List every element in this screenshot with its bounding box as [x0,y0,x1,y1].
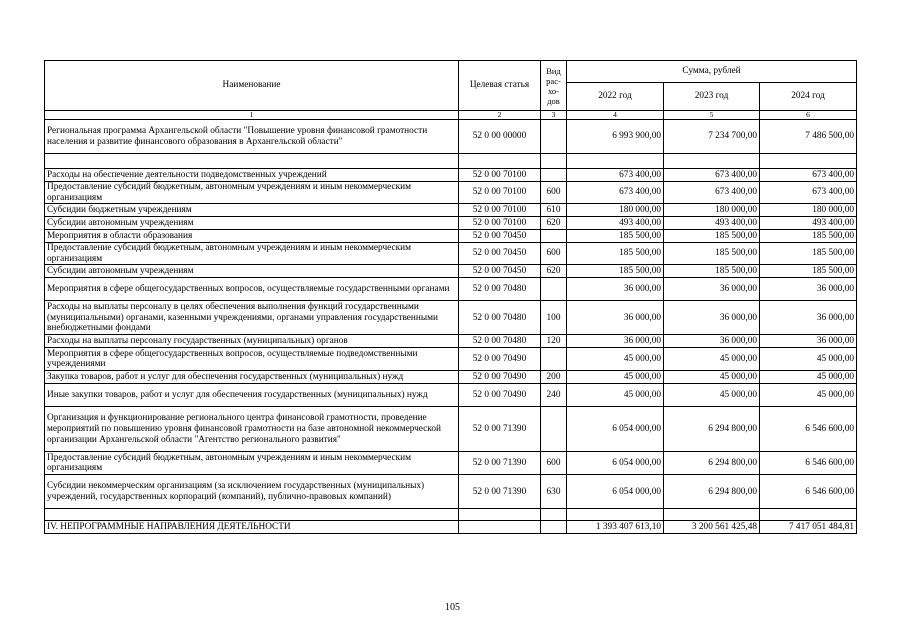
row-expense-type: 200 [541,371,567,384]
row-target-article: 52 0 00 71390 [459,407,541,452]
row-target-article: 52 0 00 70100 [459,182,541,204]
row-expense-type: 240 [541,384,567,407]
row-amount-2022: 673 400,00 [567,182,664,204]
row-amount-2024: 45 000,00 [760,348,857,371]
row-amount-2024: 45 000,00 [760,371,857,384]
row-amount-2023: 36 000,00 [664,301,760,335]
row-amount-2022: 36 000,00 [567,278,664,301]
row-target-article: 52 0 00 00000 [459,120,541,154]
row-amount-2022: 185 500,00 [567,230,664,243]
empty-cell [459,154,541,169]
row-name: Закупка товаров, работ и услуг для обеспечения государственных (муниципальных) нужд [45,371,459,384]
row-target-article: 52 0 00 70490 [459,384,541,407]
col-number: 5 [664,111,760,120]
row-amount-2022: 673 400,00 [567,169,664,182]
row-amount-2023: 36 000,00 [664,335,760,348]
row-name: Предоставление субсидий бюджетным, автономным учреждениям и иным некоммерческим организациям [45,243,459,265]
row-amount-2024: 185 500,00 [760,265,857,278]
row-amount-2022: 6 054 000,00 [567,407,664,452]
header-year-2023: 2023 год [664,83,760,111]
row-amount-2023: 45 000,00 [664,371,760,384]
row-name: IV. НЕПРОГРАММНЫЕ НАПРАВЛЕНИЯ ДЕЯТЕЛЬНОСТИ [45,521,459,534]
row-expense-type: 620 [541,217,567,230]
row-amount-2023: 673 400,00 [664,182,760,204]
row-expense-type: 100 [541,301,567,335]
table-row [45,217,857,230]
row-amount-2022: 6 054 000,00 [567,452,664,475]
row-amount-2023: 3 200 561 425,48 [664,521,760,534]
empty-cell [459,509,541,521]
table-row [45,120,857,154]
col-number: 1 [45,111,459,120]
row-target-article: 52 0 00 70490 [459,371,541,384]
table-row [45,204,857,217]
row-target-article: 52 0 00 70490 [459,348,541,371]
row-amount-2022: 180 000,00 [567,204,664,217]
spacer-row [45,154,857,169]
row-amount-2022: 45 000,00 [567,348,664,371]
table-row [45,371,857,384]
row-target-article: 52 0 00 70450 [459,230,541,243]
row-expense-type [541,169,567,182]
row-name: Предоставление субсидий бюджетным, автономным учреждениям и иным некоммерческим организациям [45,182,459,204]
table-row [45,348,857,371]
empty-cell [664,154,760,169]
row-amount-2023: 36 000,00 [664,278,760,301]
row-expense-type [541,521,567,534]
table-row [45,384,857,407]
table-row [45,301,857,335]
row-amount-2023: 6 294 800,00 [664,407,760,452]
row-amount-2024: 36 000,00 [760,335,857,348]
row-expense-type: 600 [541,243,567,265]
page-number: 105 [445,602,460,613]
table-row [45,265,857,278]
row-name: Расходы на выплаты персоналу в целях обеспечения выполнения функций государственными (муниципальными) органами, казенными учреждениями, органами управления государственными внебюджетными фондами [45,301,459,335]
row-amount-2024: 673 400,00 [760,182,857,204]
row-amount-2024: 7 486 500,00 [760,120,857,154]
row-amount-2022: 36 000,00 [567,335,664,348]
row-amount-2023: 185 500,00 [664,230,760,243]
row-amount-2023: 7 234 700,00 [664,120,760,154]
row-expense-type: 610 [541,204,567,217]
row-amount-2023: 180 000,00 [664,204,760,217]
row-expense-type: 620 [541,265,567,278]
row-expense-type: 630 [541,475,567,509]
row-amount-2022: 185 500,00 [567,243,664,265]
row-amount-2023: 185 500,00 [664,243,760,265]
row-name: Мероприятия в сфере общегосударственных вопросов, осуществляемые подведомственными учреждениями [45,348,459,371]
empty-cell [760,154,857,169]
row-target-article: 52 0 00 70100 [459,169,541,182]
row-amount-2024: 493 400,00 [760,217,857,230]
row-target-article: 52 0 00 70100 [459,204,541,217]
table-row [45,243,857,265]
budget-table [44,60,857,534]
table-row [45,407,857,452]
table-row [45,230,857,243]
col-number: 4 [567,111,664,120]
row-name: Мероприятия в области образования [45,230,459,243]
header-year-2024: 2024 год [760,83,857,111]
row-amount-2022: 1 393 407 613,10 [567,521,664,534]
row-name: Субсидии автономным учреждениям [45,265,459,278]
row-amount-2023: 673 400,00 [664,169,760,182]
row-expense-type: 600 [541,182,567,204]
empty-cell [541,509,567,521]
row-amount-2024: 6 546 600,00 [760,407,857,452]
header-name: Наименование [45,61,459,111]
row-name: Субсидии автономным учреждениям [45,217,459,230]
table-row [45,521,857,534]
empty-cell [45,154,459,169]
header-year-2022: 2022 год [567,83,664,111]
row-target-article: 52 0 00 71390 [459,475,541,509]
table-row [45,278,857,301]
row-amount-2024: 6 546 600,00 [760,475,857,509]
table-row [45,452,857,475]
row-amount-2024: 673 400,00 [760,169,857,182]
row-name: Субсидии некоммерческим организациям (за исключением государственных (муниципальных) учреждений, государственных корпораций (компаний), публично-правовых компаний) [45,475,459,509]
row-amount-2024: 6 546 600,00 [760,452,857,475]
row-target-article: 52 0 00 70100 [459,217,541,230]
row-expense-type [541,348,567,371]
row-amount-2024: 180 000,00 [760,204,857,217]
row-expense-type [541,230,567,243]
row-name: Мероприятия в сфере общегосударственных вопросов, осуществляемые государственными органами [45,278,459,301]
row-target-article: 52 0 00 70480 [459,278,541,301]
table-row [45,475,857,509]
row-amount-2022: 493 400,00 [567,217,664,230]
table-row [45,182,857,204]
row-expense-type: 120 [541,335,567,348]
row-expense-type: 600 [541,452,567,475]
spacer-row [45,509,857,521]
row-amount-2024: 45 000,00 [760,384,857,407]
col-number: 2 [459,111,541,120]
header-sum: Сумма, рублей [567,61,857,83]
row-amount-2022: 45 000,00 [567,384,664,407]
row-name: Предоставление субсидий бюджетным, автономным учреждениям и иным некоммерческим организациям [45,452,459,475]
header-target-article: Целевая статья [459,61,541,111]
row-amount-2023: 45 000,00 [664,384,760,407]
row-name: Иные закупки товаров, работ и услуг для обеспечения государственных (муниципальных) нужд [45,384,459,407]
row-amount-2023: 185 500,00 [664,265,760,278]
row-amount-2024: 185 500,00 [760,230,857,243]
row-target-article: 52 0 00 70480 [459,301,541,335]
row-amount-2023: 45 000,00 [664,348,760,371]
empty-cell [567,509,664,521]
empty-cell [45,509,459,521]
row-expense-type [541,120,567,154]
table-row [45,335,857,348]
empty-cell [664,509,760,521]
row-expense-type [541,407,567,452]
empty-cell [541,154,567,169]
row-name: Региональная программа Архангельской области "Повышение уровня финансовой грамотности населения и развитие финансового образования в Архангельской области" [45,120,459,154]
table-row [45,169,857,182]
row-amount-2022: 36 000,00 [567,301,664,335]
row-amount-2024: 36 000,00 [760,301,857,335]
row-target-article: 52 0 00 70450 [459,265,541,278]
row-target-article: 52 0 00 70450 [459,243,541,265]
row-name: Организация и функционирование регионального центра финансовой грамотности, проведение мероприятий по повышению уровня финансовой грамотности на базе автономной некоммерческой организации Архангельской области "Агентство регионального развития" [45,407,459,452]
row-amount-2022: 6 054 000,00 [567,475,664,509]
empty-cell [760,509,857,521]
row-amount-2023: 493 400,00 [664,217,760,230]
row-expense-type [541,278,567,301]
row-target-article [459,521,541,534]
row-amount-2024: 36 000,00 [760,278,857,301]
row-target-article: 52 0 00 71390 [459,452,541,475]
empty-cell [567,154,664,169]
col-number: 6 [760,111,857,120]
row-amount-2023: 6 294 800,00 [664,475,760,509]
row-name: Расходы на обеспечение деятельности подведомственных учреждений [45,169,459,182]
row-amount-2022: 45 000,00 [567,371,664,384]
row-amount-2024: 7 417 051 484,81 [760,521,857,534]
col-number: 3 [541,111,567,120]
row-amount-2024: 185 500,00 [760,243,857,265]
row-amount-2023: 6 294 800,00 [664,452,760,475]
row-amount-2022: 6 993 900,00 [567,120,664,154]
header-expense-type: Вид рас-хо-дов [541,61,567,111]
row-amount-2022: 185 500,00 [567,265,664,278]
row-target-article: 52 0 00 70480 [459,335,541,348]
row-name: Расходы на выплаты персоналу государственных (муниципальных) органов [45,335,459,348]
row-name: Субсидии бюджетным учреждениям [45,204,459,217]
